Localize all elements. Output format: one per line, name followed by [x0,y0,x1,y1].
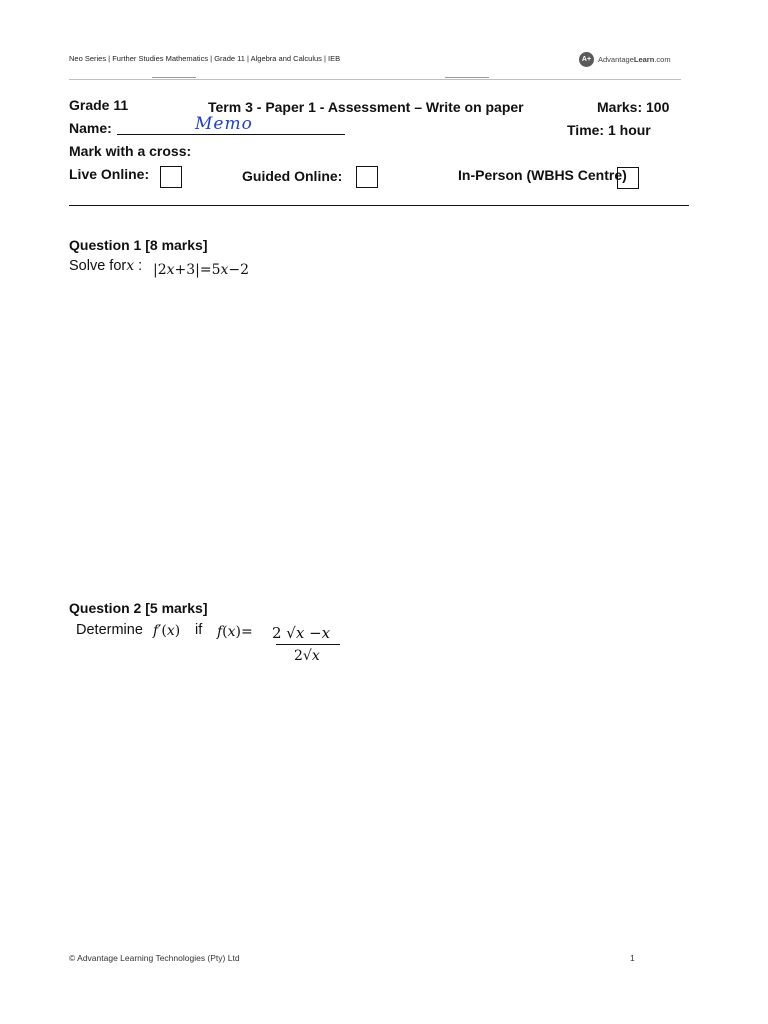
time-label: Time: 1 hour [567,122,651,138]
guided-online-checkbox[interactable] [356,166,378,188]
page-number: 1 [630,953,635,963]
question2-numerator: 2 √𝑥 −𝑥 [272,624,331,642]
logo-text: AdvantageLearn.com [598,55,671,64]
header-divider-mark-right [445,77,489,78]
series-header: Neo Series | Further Studies Mathematics | Grade 11 | Algebra and Calculus | IEB [69,54,341,63]
question1-prompt: Solve for𝑥 : [69,258,143,274]
grade-label: Grade 11 [69,97,129,113]
logo-badge-icon: A+ [579,52,594,67]
marks-label: Marks: 100 [597,99,670,115]
name-handwritten-value: Memo [195,114,253,134]
info-divider [69,205,689,206]
question2-derivative: 𝑓′(𝑥) [153,623,181,639]
question1-equation: |2𝑥+3|=5𝑥−2 [153,262,250,278]
question1-heading: Question 1 [8 marks] [69,237,208,253]
name-label: Name: [69,120,112,136]
header-divider [69,79,681,80]
guided-online-label: Guided Online: [242,168,343,184]
in-person-label: In-Person (WBHS Centre) [458,167,627,183]
mark-with-cross-label: Mark with a cross: [69,143,192,159]
question2-if: if [195,622,203,638]
name-field-line [117,134,345,135]
live-online-checkbox[interactable] [160,166,182,188]
fraction-bar [276,644,340,645]
question2-prompt: Determine [76,622,143,638]
in-person-checkbox[interactable] [617,167,639,189]
question2-function: 𝑓(𝑥)= [217,624,253,640]
paper-title: Term 3 - Paper 1 - Assessment – Write on paper [208,99,524,115]
header-divider-mark-left [152,77,196,78]
question2-heading: Question 2 [5 marks] [69,600,208,616]
brand-logo [579,52,671,67]
footer-copyright: © Advantage Learning Technologies (Pty) Ltd [69,953,240,963]
question2-denominator: 2√𝑥 [294,648,320,664]
live-online-label: Live Online: [69,166,150,182]
